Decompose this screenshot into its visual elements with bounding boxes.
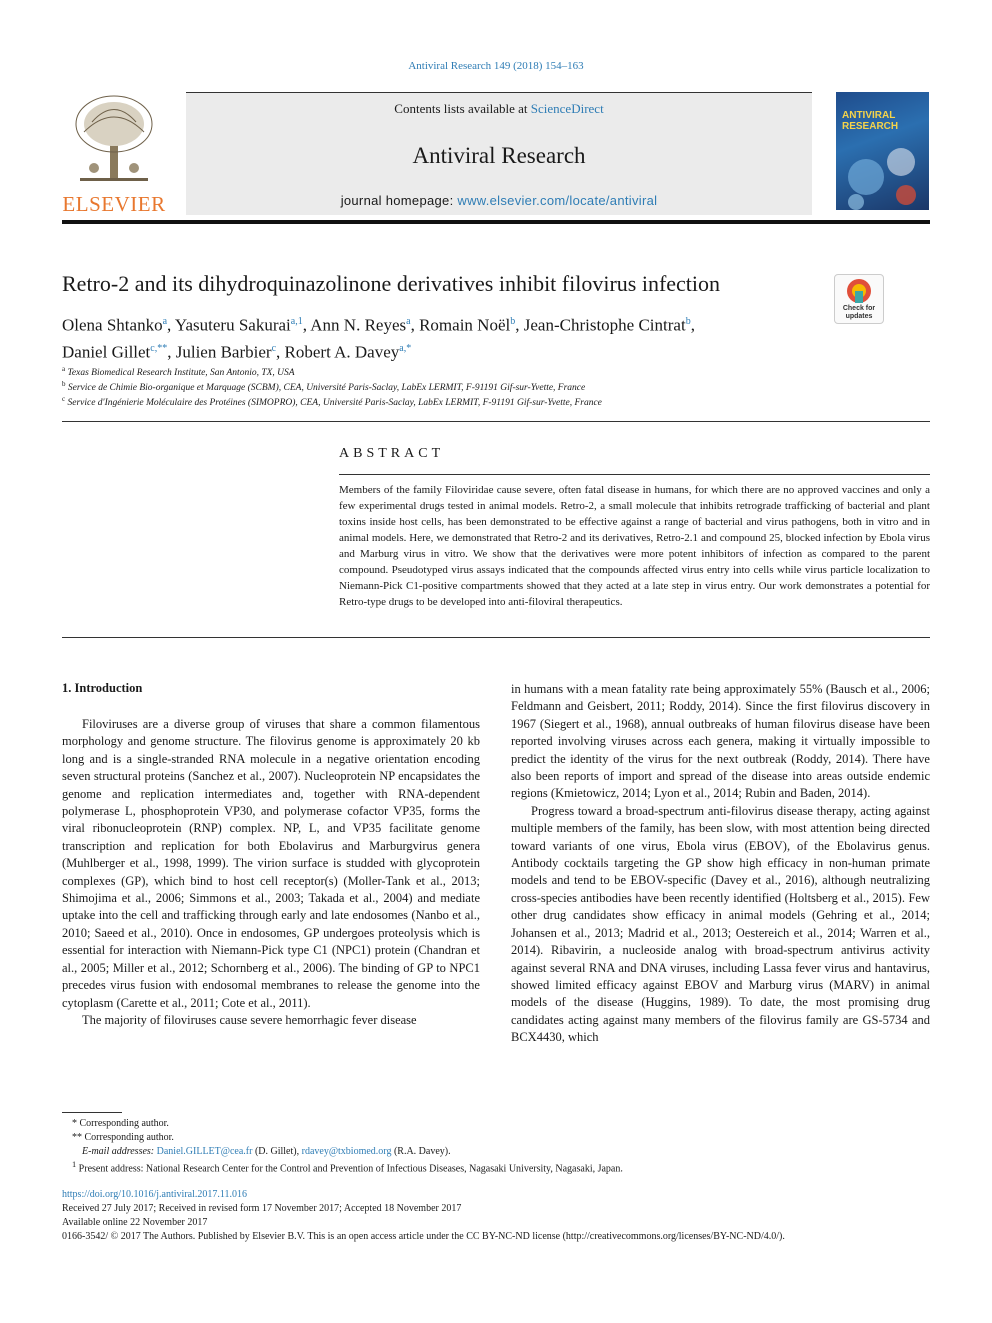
footnote-marker: 1: [72, 1160, 77, 1169]
author-list: [62, 310, 822, 363]
affiliation-marker: b: [62, 380, 66, 388]
author-separator: ,: [410, 315, 420, 335]
author-name: Ann N. Reyes: [310, 315, 407, 335]
affiliation: [62, 380, 585, 393]
corresponding-author-note: ** Corresponding author.: [72, 1132, 174, 1143]
homepage-prefix: journal homepage:: [340, 193, 458, 208]
author-affiliation-marker[interactable]: b: [510, 316, 516, 327]
affiliation: [62, 365, 295, 378]
sciencedirect-link[interactable]: ScienceDirect: [530, 101, 604, 116]
paragraph: in humans with a mean fatality rate being approximately 55% (Bausch et al., 2006; Feldmann and Geisbert, 2011; Roddy, 2014). Since the first filovirus discovery in 1967 (Siegert et al., 1968), annual outbreaks of human filovirus disease have been reported involving viruses across each genera, making it virtually impossible to predict the identity of the virus for the next outbreak (Roddy, 2014). There have also been reports of import and spread of the disease into areas outside endemic regions (Kmietowicz, 2014; Lyon et al., 2014; Rubin and Baden, 2014).: [511, 682, 930, 801]
paragraph: Filoviruses are a diverse group of viruses that share a common filamentous morphology and genome structure. The filovirus genome is approximately 20 kb long and is a single-stranded RNA molecule in a negative orientation encoding seven structural proteins (Sanchez et al., 2007). Nucleoprotein NP encapsidates the genome and replication intermediates and, together with RNA-dependent polymerase L, phosphoprotein VP30, and polymerase cofactor VP35, forms the viral ribonucleoprotein (RNP) complex. NP, L, and VP35 facilitate genome transcription and replication for both Ebolavirus and Marburgvirus genera (Muhlberger et al., 1998, 1999). The virion surface is studded with glycoprotein complexes (GP), which bind to host cell receptor(s) (Moller-Tank et al., 2013; Shimojima et al., 2006; Simmons et al., 2003; Takada et al., 2004) and mediate uptake into the cell and trafficking through early and late endosomes (Nanbo et al., 2010; Saeed et al., 2010). Once in endosomes, GP undergoes proteolysis which is essential for interaction with Niemann-Pick type C1 (NPC1) protein (Chandran et al., 2005; Miller et al., 2012; Schornberg et al., 2006). The binding of GP to NPC1 precedes virus fusion with endosomal membranes to release the genome into the cytoplasm (Carette et al., 2011; Cote et al., 2011).: [62, 717, 480, 1010]
license-text: 0166-3542/ © 2017 The Authors. Published by Elsevier B.V. This is an open access article under the CC BY-NC-ND license (http://creativecommons.org/licenses/BY-NC-ND/4.0/).: [62, 1231, 785, 1242]
homepage-line: [186, 193, 812, 208]
homepage-link[interactable]: www.elsevier.com/locate/antiviral: [457, 193, 658, 208]
affiliation-marker: a: [62, 365, 66, 373]
author-affiliation-marker[interactable]: a: [406, 316, 411, 327]
author-separator: ,: [302, 315, 311, 335]
author-affiliation-marker[interactable]: c: [271, 342, 277, 354]
journal-header: [186, 92, 812, 215]
paragraph: The majority of filoviruses cause severe hemorrhagic fever disease: [82, 1012, 417, 1027]
left-column: [62, 716, 480, 1029]
elsevier-logo: [62, 92, 166, 214]
affiliation: [62, 395, 602, 408]
divider: [62, 421, 930, 422]
author-name: Robert A. Davey: [284, 342, 400, 362]
cover-image: [836, 137, 929, 210]
author-name: Daniel Gillet: [62, 342, 151, 362]
present-address-note: [72, 1160, 623, 1174]
author-affiliation-marker[interactable]: a: [162, 316, 168, 327]
author-name: Yasuteru Sakurai: [174, 315, 291, 335]
journal-citation[interactable]: Antiviral Research 149 (2018) 154–163: [408, 60, 584, 72]
author-name: Julien Barbier: [175, 342, 272, 362]
abstract-text: Members of the family Filoviridae cause severe, often fatal disease in humans, for which there are no approved vaccines and only a few experimental drugs tested in animal models. Retro-2, a small molecule that inhibits retrograde trafficking of bacterial and plant toxins inside host cells, has been demonstrated to be effective against a range of bacterial and virus pathogens, both in vitro and in animal models. Here, we demonstrated that Retro-2 and its derivatives, Retro-2.1 and compound 25, blocked infection by Ebola virus and Marburg virus in vitro. We show that the derivatives were more potent inhibitors of infection as compared to the parent compound. Pseudotyped virus assays indicated that the compounds affected virus entry into cells while virus particle localization to Niemann-Pick C1-positive compartments showed that they acted at a late step in virus entry. Our work demonstrates a potential for Retro-type drugs to be developed into anti-filoviral therapeutics.: [339, 484, 930, 608]
affiliation-text: Service d'Ingénierie Moléculaire des Protéines (SIMOPRO), CEA, Université Paris-Saclay, LabEx LERMIT, F-91191 Gif-sur-Yvette, France: [67, 398, 602, 409]
crossmark-icon: [835, 275, 883, 307]
divider: [62, 637, 930, 638]
author-separator: ,: [690, 315, 695, 335]
email-owner: (R.A. Davey).: [391, 1146, 451, 1157]
footnote-rule: [62, 1112, 122, 1113]
email-owner: (D. Gillet),: [252, 1146, 302, 1157]
journal-cover[interactable]: [836, 92, 929, 210]
affiliation-marker: c: [62, 395, 66, 403]
email-addresses: [82, 1146, 451, 1157]
author-separator: ,: [167, 315, 175, 335]
author-separator: ,: [276, 342, 285, 362]
author-separator: ,: [515, 315, 524, 335]
available-online: Available online 22 November 2017: [62, 1217, 208, 1228]
cover-title: ANTIVIRAL RESEARCH: [842, 110, 899, 132]
abstract-heading: ABSTRACT: [339, 446, 445, 461]
doi-link[interactable]: https://doi.org/10.1016/j.antiviral.2017.11.016: [62, 1189, 247, 1200]
header-rule: [62, 220, 930, 224]
affiliation-text: Texas Biomedical Research Institute, San Antonio, TX, USA: [67, 368, 295, 379]
section-heading-introduction: 1. Introduction: [62, 681, 143, 695]
author-separator: ,: [167, 342, 176, 362]
author-affiliation-marker[interactable]: b: [685, 316, 691, 327]
divider: [339, 474, 930, 475]
author-name: Jean-Christophe Cintrat: [523, 315, 686, 335]
email-label: E-mail addresses:: [82, 1146, 157, 1157]
contents-prefix: Contents lists available at: [394, 101, 531, 116]
affiliation-text: Service de Chimie Bio-organique et Marquage (SCBM), CEA, Université Paris-Saclay, LabEx LERMIT, F-91191 Gif-sur-Yvette, France: [67, 383, 586, 394]
present-address-text: Present address: National Research Center for the Control and Prevention of Infectious Diseases, Nagasaki University, Nagasaki, Japan.: [76, 1163, 623, 1175]
crossmark-label: Check for updates: [842, 305, 876, 320]
email-link-davey[interactable]: rdavey@txbiomed.org: [301, 1146, 392, 1157]
article-title: Retro-2 and its dihydroquinazolinone derivatives inhibit filovirus infection: [62, 271, 721, 296]
corresponding-author-note: * Corresponding author.: [72, 1118, 169, 1129]
author-name: Romain Noël: [419, 315, 511, 335]
publisher-name: ELSEVIER: [62, 192, 166, 216]
author-name: Olena Shtanko: [62, 315, 163, 335]
email-link-gillet[interactable]: Daniel.GILLET@cea.fr: [156, 1146, 253, 1157]
paragraph: Progress toward a broad-spectrum anti-filovirus disease therapy, acting against multiple members of the family, has been slow, with most attention being directed toward variants of one virus, Ebola virus (EBOV), of the Ebolavirus genus. Antibody cocktails targeting the GP show high efficacy in non-human primate models and tend to be EBOV-specific (Davey et al., 2016), although neutralizing cross-species antibodies have been recently identified (Holtsberg et al., 2015). Few other drug candidates show efficacy in animal models (Gehring et al., 2014; Johansen et al., 2013; Madrid et al., 2013; Oestereich et al., 2014; Warren et al., 2014). Ribavirin, a nucleoside analog with broad-spectrum antivirus activity against several RNA and DNA viruses, including Lassa fever virus and hantavirus, showed limited efficacy against EBOV and Marburg virus (MARV) in animal models of the disease (Huggins, 1989). To date, the most promising drug candidates acting against many members of the filovirus family are GS-5734 and BCX4430, which: [511, 803, 930, 1045]
author-affiliation-marker[interactable]: a,*: [399, 342, 412, 354]
received-dates: Received 27 July 2017; Received in revised form 17 November 2017; Accepted 18 November 2017: [62, 1203, 462, 1214]
journal-title: Antiviral Research: [412, 143, 586, 168]
author-affiliation-marker[interactable]: a,1: [290, 316, 303, 327]
contents-line: [186, 101, 812, 117]
tree-icon: [72, 92, 156, 184]
right-column: [511, 681, 930, 1047]
author-affiliation-marker[interactable]: c,**: [150, 342, 168, 354]
check-for-updates-button[interactable]: [834, 274, 884, 324]
